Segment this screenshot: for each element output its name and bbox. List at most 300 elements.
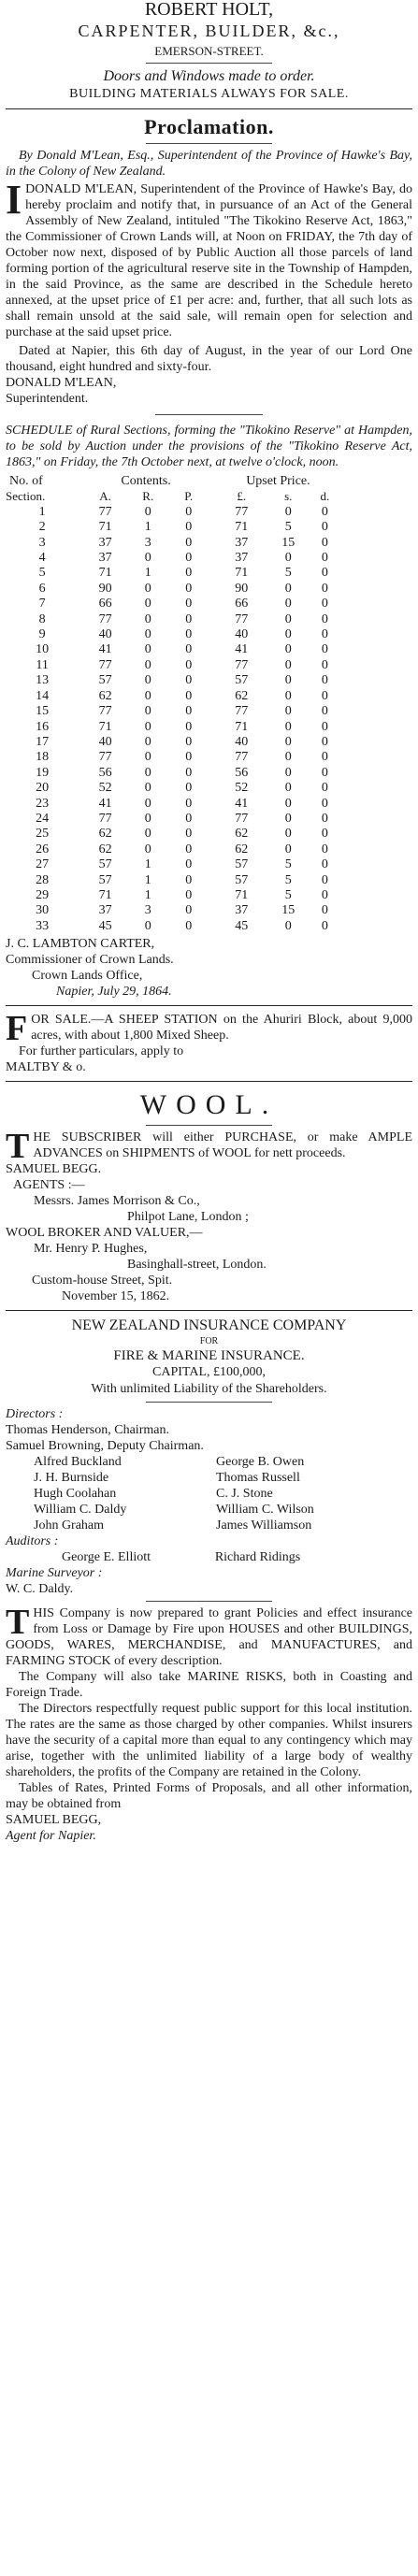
pounds: 77 bbox=[235, 657, 249, 672]
section-no: 19 bbox=[36, 765, 50, 780]
roods: 3 bbox=[144, 535, 151, 550]
section-no: 13 bbox=[36, 673, 50, 688]
holt-line2: BUILDING MATERIALS ALWAYS FOR SALE. bbox=[69, 87, 349, 101]
shillings: 0 bbox=[284, 781, 292, 796]
perches: 0 bbox=[185, 704, 193, 719]
head-a: A. bbox=[99, 489, 111, 504]
perches: 0 bbox=[185, 657, 193, 672]
roods: 1 bbox=[144, 566, 151, 581]
shillings: 0 bbox=[284, 842, 292, 856]
section-no: 20 bbox=[36, 781, 50, 796]
director-name: John Graham bbox=[34, 1518, 105, 1533]
schedule-row bbox=[6, 842, 412, 857]
perches: 0 bbox=[185, 857, 193, 872]
proclamation-byline: By Donald M'Lean, Esq., Superintendent of the Province of Hawke's Bay, in the Colony of New Zealand. bbox=[6, 149, 412, 179]
section-rule bbox=[6, 1081, 412, 1082]
pounds: 71 bbox=[235, 520, 249, 535]
shillings: 5 bbox=[284, 872, 292, 887]
insurance-para1-block bbox=[6, 1605, 412, 1669]
perches: 0 bbox=[185, 688, 193, 703]
wool-broker-label: WOOL BROKER AND VALUER,— bbox=[6, 1226, 203, 1241]
section-no: 7 bbox=[38, 597, 46, 612]
insurance-signer: SAMUEL BEGG, bbox=[6, 1813, 102, 1828]
directors-row bbox=[34, 1470, 384, 1486]
insurance-liability: With unlimited Liability of the Shareholders. bbox=[91, 1382, 327, 1397]
shillings: 0 bbox=[284, 657, 292, 672]
pounds: 37 bbox=[235, 551, 249, 566]
perches: 0 bbox=[185, 581, 193, 596]
roods: 0 bbox=[144, 673, 151, 688]
director-name: George B. Owen bbox=[216, 1455, 305, 1470]
head-r: R. bbox=[142, 489, 154, 504]
section-no: 29 bbox=[36, 887, 50, 902]
schedule-row bbox=[6, 520, 412, 535]
perches: 0 bbox=[185, 566, 193, 581]
pounds: 41 bbox=[235, 796, 249, 811]
section-no: 1 bbox=[38, 504, 46, 519]
section-no: 26 bbox=[36, 842, 50, 856]
pence: 0 bbox=[321, 750, 328, 765]
head-pence: d. bbox=[320, 489, 330, 504]
shillings: 15 bbox=[281, 535, 295, 550]
section-no: 24 bbox=[36, 811, 50, 826]
roods: 0 bbox=[144, 642, 151, 657]
pence: 0 bbox=[321, 627, 328, 642]
insurance-deputy: Samuel Browning, Deputy Chairman. bbox=[6, 1439, 204, 1454]
shillings: 5 bbox=[284, 566, 292, 581]
roods: 0 bbox=[144, 657, 151, 672]
roods: 0 bbox=[144, 918, 151, 933]
perches: 0 bbox=[185, 842, 193, 856]
insurance-kind: FIRE & MARINE INSURANCE. bbox=[113, 1348, 305, 1364]
insurance-signer-title: Agent for Napier. bbox=[6, 1829, 96, 1844]
director-name: William C. Wilson bbox=[216, 1503, 314, 1518]
schedule-row bbox=[6, 812, 412, 827]
pence: 0 bbox=[321, 781, 328, 796]
wool-signer: SAMUEL BEGG. bbox=[6, 1162, 102, 1177]
section-no: 6 bbox=[38, 581, 46, 596]
section-no: 9 bbox=[38, 627, 46, 642]
roods: 1 bbox=[144, 857, 151, 872]
perches: 0 bbox=[185, 750, 193, 765]
schedule-row bbox=[6, 781, 412, 796]
schedule-row bbox=[6, 766, 412, 781]
proclamation-text: DONALD M'LEAN, Superintendent of the Province of Hawke's Bay, do hereby proclaim and notify that, in pursuance of an Act of the General Assembly of New Zealand, intituled "The Tikokino Reserve Act, 1863," the Commissioner of Crown Lands will, at Noon on FRIDAY, the 7th day of October now next, disposed of by Public Auction all those parcels of land forming portion of the agricultural reserve site in the Township of Hampden, in the said Province, as the same are described in the Schedule hereto annexed, at the upset price of £1 per acre: and, further, that all such lots as shall remain unsold at the said sale, will remain open for selection and purchase at the said upset price. bbox=[6, 182, 412, 339]
pounds: 77 bbox=[235, 750, 249, 765]
schedule-row bbox=[6, 827, 412, 842]
acres: 41 bbox=[98, 642, 112, 657]
schedule-row bbox=[6, 857, 412, 872]
shillings: 0 bbox=[284, 750, 292, 765]
station-text-block bbox=[6, 1009, 412, 1049]
section-no: 28 bbox=[36, 872, 50, 887]
perches: 0 bbox=[185, 903, 193, 918]
schedule-row bbox=[6, 903, 412, 918]
acres: 52 bbox=[98, 781, 112, 796]
pounds: 71 bbox=[235, 887, 249, 902]
divider bbox=[146, 1125, 272, 1126]
acres: 71 bbox=[98, 719, 112, 734]
shillings: 0 bbox=[284, 796, 292, 811]
roods: 0 bbox=[144, 597, 151, 612]
schedule-row bbox=[6, 919, 412, 934]
pence: 0 bbox=[321, 827, 328, 842]
directors-row bbox=[34, 1502, 384, 1518]
section-no: 33 bbox=[36, 918, 50, 933]
section-no: 25 bbox=[36, 827, 50, 842]
schedule-table bbox=[6, 474, 412, 934]
acres: 77 bbox=[98, 750, 112, 765]
holt-line1: Doors and Windows made to order. bbox=[103, 68, 315, 84]
shillings: 0 bbox=[284, 765, 292, 780]
section-no: 4 bbox=[38, 551, 46, 566]
director-name: William C. Daldy bbox=[34, 1503, 127, 1518]
pounds: 62 bbox=[235, 827, 249, 842]
station-text: OR SALE.—A SHEEP STATION on the Ahuriri Block, about 9,000 acres, with about 1,800 Mixed Sheep. bbox=[31, 1013, 412, 1043]
shillings: 5 bbox=[284, 857, 292, 872]
acres: 71 bbox=[98, 887, 112, 902]
pounds: 41 bbox=[235, 642, 249, 657]
roods: 0 bbox=[144, 811, 151, 826]
acres: 57 bbox=[98, 872, 112, 887]
wool-customs: Custom-house Street, Spit. bbox=[32, 1274, 173, 1288]
section-no: 17 bbox=[36, 734, 50, 749]
divider bbox=[146, 1601, 272, 1602]
schedule-row bbox=[6, 597, 412, 612]
drop-cap: F bbox=[6, 1009, 28, 1049]
acres: 62 bbox=[98, 688, 112, 703]
insurance-para3: The Directors respectfully request public support for this local institution. The rates are the same as those charged by other companies. Whilst insurers have the security of a capital more than equal to any contingency which may arise, together with the unlimited liability of a large body of wealthy shareholders, the profits of the Company are retained in the Colony. bbox=[6, 1702, 412, 1780]
drop-cap: T bbox=[6, 1127, 30, 1167]
pence: 0 bbox=[321, 872, 328, 887]
section-no: 30 bbox=[36, 903, 50, 918]
roods: 1 bbox=[144, 872, 151, 887]
head-upset-price: Upset Price. bbox=[246, 474, 310, 488]
directors-row bbox=[34, 1454, 384, 1470]
shillings: 15 bbox=[281, 903, 295, 918]
schedule-row bbox=[6, 566, 412, 581]
insurance-para4: Tables of Rates, Printed Forms of Proposals, and all other information, may be obtained from bbox=[6, 1781, 412, 1812]
pounds: 71 bbox=[235, 719, 249, 734]
shillings: 0 bbox=[284, 612, 292, 626]
acres: 40 bbox=[98, 627, 112, 642]
roods: 3 bbox=[144, 903, 151, 918]
shillings: 0 bbox=[284, 719, 292, 734]
acres: 71 bbox=[98, 566, 112, 581]
newspaper-column bbox=[6, 0, 412, 1844]
acres: 37 bbox=[98, 903, 112, 918]
acres: 77 bbox=[98, 811, 112, 826]
proclamation-signer: DONALD M'LEAN, bbox=[6, 376, 117, 390]
shillings: 0 bbox=[284, 581, 292, 596]
schedule-row bbox=[6, 582, 412, 597]
roods: 0 bbox=[144, 842, 151, 856]
divider bbox=[146, 143, 272, 144]
section-no: 27 bbox=[36, 857, 50, 872]
perches: 0 bbox=[185, 887, 193, 902]
roods: 0 bbox=[144, 504, 151, 519]
pounds: 66 bbox=[235, 597, 249, 612]
head-section: Section. bbox=[6, 489, 46, 504]
schedule-rows bbox=[6, 505, 412, 934]
director-name: J. H. Burnside bbox=[34, 1471, 109, 1486]
pence: 0 bbox=[321, 535, 328, 550]
pounds: 37 bbox=[235, 903, 249, 918]
wool-advert bbox=[6, 1089, 412, 1304]
roods: 0 bbox=[144, 581, 151, 596]
pence: 0 bbox=[321, 796, 328, 811]
pounds: 45 bbox=[235, 918, 249, 933]
roods: 0 bbox=[144, 734, 151, 749]
pence: 0 bbox=[321, 903, 328, 918]
section-no: 23 bbox=[36, 796, 50, 811]
pounds: 57 bbox=[235, 872, 249, 887]
pounds: 62 bbox=[235, 688, 249, 703]
pence: 0 bbox=[321, 597, 328, 612]
roods: 0 bbox=[144, 704, 151, 719]
pence: 0 bbox=[321, 688, 328, 703]
schedule-row bbox=[6, 797, 412, 812]
perches: 0 bbox=[185, 734, 193, 749]
insurance-title: NEW ZEALAND INSURANCE COMPANY bbox=[71, 1317, 347, 1334]
holt-street: EMERSON-STREET. bbox=[154, 44, 264, 58]
roods: 0 bbox=[144, 827, 151, 842]
schedule-row bbox=[6, 720, 412, 735]
pence: 0 bbox=[321, 887, 328, 902]
director-name: C. J. Stone bbox=[216, 1487, 273, 1502]
pence: 0 bbox=[321, 918, 328, 933]
acres: 37 bbox=[98, 551, 112, 566]
proclamation-dated: Dated at Napier, this 6th day of August, in the year of our Lord One thousand, eight hundred and sixty-four. bbox=[6, 344, 412, 374]
director-name: Hugh Coolahan bbox=[34, 1487, 117, 1502]
drop-cap: T bbox=[6, 1603, 30, 1643]
schedule-head-1 bbox=[6, 474, 412, 489]
acres: 56 bbox=[98, 765, 112, 780]
pence: 0 bbox=[321, 612, 328, 626]
shillings: 5 bbox=[284, 887, 292, 902]
section-no: 18 bbox=[36, 750, 50, 765]
roods: 0 bbox=[144, 612, 151, 626]
perches: 0 bbox=[185, 597, 193, 612]
section-rule bbox=[6, 1310, 412, 1311]
acres: 77 bbox=[98, 504, 112, 519]
insurance-auditors-label: Auditors : bbox=[6, 1534, 59, 1549]
shillings: 0 bbox=[284, 918, 292, 933]
section-no: 5 bbox=[38, 566, 46, 581]
director-name: James Williamson bbox=[216, 1518, 312, 1533]
director-name: Alfred Buckland bbox=[34, 1455, 122, 1470]
schedule-signer: J. C. LAMBTON CARTER, bbox=[6, 937, 155, 952]
wool-agents-label: AGENTS :— bbox=[13, 1178, 85, 1193]
pounds: 90 bbox=[235, 581, 249, 596]
schedule-intro: SCHEDULE of Rural Sections, forming the "Tikokino Reserve" at Hampden, to be sold by Auction under the provisions of the "Tikokino Reserve Act, 1863," on Friday, the 7th October next, at twelve o'clock, noon. bbox=[6, 424, 412, 469]
schedule-row bbox=[6, 505, 412, 520]
acres: 45 bbox=[98, 918, 112, 933]
perches: 0 bbox=[185, 719, 193, 734]
perches: 0 bbox=[185, 504, 193, 519]
section-no: 16 bbox=[36, 719, 50, 734]
shillings: 0 bbox=[284, 688, 292, 703]
holt-trade: CARPENTER, BUILDER, &c., bbox=[78, 22, 340, 40]
wool-broker: Mr. Henry P. Hughes, bbox=[34, 1242, 148, 1257]
perches: 0 bbox=[185, 872, 193, 887]
pounds: 62 bbox=[235, 842, 249, 856]
perches: 0 bbox=[185, 811, 193, 826]
directors-list bbox=[6, 1454, 412, 1533]
pence: 0 bbox=[321, 811, 328, 826]
roods: 1 bbox=[144, 887, 151, 902]
schedule-row bbox=[6, 673, 412, 688]
divider bbox=[146, 63, 272, 64]
acres: 77 bbox=[98, 704, 112, 719]
proclamation-signer-title: Superintendent. bbox=[6, 392, 89, 406]
pence: 0 bbox=[321, 719, 328, 734]
wool-agent1-addr: Philpot Lane, London ; bbox=[127, 1210, 249, 1225]
schedule-row bbox=[6, 735, 412, 750]
wool-agent1: Messrs. James Morrison & Co., bbox=[34, 1194, 200, 1209]
perches: 0 bbox=[185, 535, 193, 550]
section-rule bbox=[6, 108, 412, 109]
director-name: Thomas Russell bbox=[216, 1471, 300, 1486]
perches: 0 bbox=[185, 520, 193, 535]
insurance-surveyor-label: Marine Surveyor : bbox=[6, 1566, 103, 1581]
section-no: 8 bbox=[38, 612, 46, 626]
acres: 57 bbox=[98, 673, 112, 688]
pence: 0 bbox=[321, 551, 328, 566]
head-contents: Contents. bbox=[121, 474, 171, 488]
station-agent: MALTBY & o. bbox=[6, 1060, 86, 1075]
shillings: 0 bbox=[284, 734, 292, 749]
acres: 40 bbox=[98, 734, 112, 749]
schedule-row bbox=[6, 612, 412, 627]
shillings: 0 bbox=[284, 642, 292, 657]
shillings: 5 bbox=[284, 520, 292, 535]
schedule-row bbox=[6, 536, 412, 551]
wool-title: WOOL. bbox=[139, 1089, 279, 1121]
drop-cap: I bbox=[6, 177, 22, 223]
insurance-advert bbox=[6, 1317, 412, 1844]
perches: 0 bbox=[185, 918, 193, 933]
schedule-head-2 bbox=[6, 489, 412, 504]
wool-text: HE SUBSCRIBER will either PURCHASE, or make AMPLE ADVANCES on SHIPMENTS of WOOL for nett proceeds. bbox=[33, 1130, 412, 1161]
pence: 0 bbox=[321, 842, 328, 856]
shillings: 0 bbox=[284, 597, 292, 612]
acres: 57 bbox=[98, 857, 112, 872]
directors-row bbox=[34, 1486, 384, 1502]
section-no: 14 bbox=[36, 688, 50, 703]
roods: 0 bbox=[144, 765, 151, 780]
section-rule bbox=[6, 1005, 412, 1006]
schedule-row bbox=[6, 704, 412, 719]
perches: 0 bbox=[185, 781, 193, 796]
schedule-signer-title: Commissioner of Crown Lands. bbox=[6, 953, 174, 968]
proclamation bbox=[6, 115, 412, 407]
head-p: P. bbox=[184, 489, 194, 504]
pounds: 56 bbox=[235, 765, 249, 780]
schedule-row bbox=[6, 689, 412, 704]
shillings: 0 bbox=[284, 627, 292, 642]
pounds: 40 bbox=[235, 734, 249, 749]
pounds: 77 bbox=[235, 504, 249, 519]
insurance-chairman: Thomas Henderson, Chairman. bbox=[6, 1423, 169, 1438]
perches: 0 bbox=[185, 627, 193, 642]
pounds: 77 bbox=[235, 612, 249, 626]
station-advert bbox=[6, 1009, 412, 1075]
proclamation-body bbox=[6, 177, 412, 340]
roods: 0 bbox=[144, 627, 151, 642]
pence: 0 bbox=[321, 857, 328, 872]
holt-advert bbox=[6, 0, 412, 103]
auditor: Richard Ridings bbox=[214, 1550, 301, 1565]
holt-name: ROBERT HOLT, bbox=[144, 0, 274, 20]
perches: 0 bbox=[185, 673, 193, 688]
shillings: 0 bbox=[284, 704, 292, 719]
insurance-for: FOR bbox=[199, 1336, 219, 1347]
pence: 0 bbox=[321, 642, 328, 657]
roods: 0 bbox=[144, 750, 151, 765]
schedule-office: Crown Lands Office, bbox=[32, 969, 143, 984]
auditor: George E. Elliott bbox=[62, 1550, 151, 1565]
shillings: 0 bbox=[284, 504, 292, 519]
roods: 0 bbox=[144, 551, 151, 566]
shillings: 0 bbox=[284, 551, 292, 566]
section-no: 15 bbox=[36, 704, 50, 719]
shillings: 0 bbox=[284, 673, 292, 688]
roods: 0 bbox=[144, 719, 151, 734]
pounds: 71 bbox=[235, 566, 249, 581]
pounds: 77 bbox=[235, 704, 249, 719]
acres: 66 bbox=[98, 597, 112, 612]
perches: 0 bbox=[185, 796, 193, 811]
head-shillings: s. bbox=[284, 489, 293, 504]
acres: 77 bbox=[98, 612, 112, 626]
acres: 62 bbox=[98, 827, 112, 842]
schedule-row bbox=[6, 551, 412, 566]
schedule-row bbox=[6, 750, 412, 765]
pounds: 52 bbox=[235, 781, 249, 796]
pounds: 57 bbox=[235, 857, 249, 872]
pence: 0 bbox=[321, 673, 328, 688]
roods: 1 bbox=[144, 520, 151, 535]
pence: 0 bbox=[321, 581, 328, 596]
pence: 0 bbox=[321, 734, 328, 749]
pounds: 40 bbox=[235, 627, 249, 642]
wool-text-block bbox=[6, 1127, 412, 1167]
schedule-date: Napier, July 29, 1864. bbox=[56, 985, 172, 1000]
schedule-row bbox=[6, 627, 412, 642]
shillings: 0 bbox=[284, 811, 292, 826]
insurance-directors-label: Directors : bbox=[6, 1407, 64, 1422]
roods: 0 bbox=[144, 688, 151, 703]
pence: 0 bbox=[321, 566, 328, 581]
pence: 0 bbox=[321, 765, 328, 780]
section-no: 2 bbox=[38, 520, 46, 535]
perches: 0 bbox=[185, 612, 193, 626]
acres: 62 bbox=[98, 842, 112, 856]
perches: 0 bbox=[185, 642, 193, 657]
acres: 90 bbox=[98, 581, 112, 596]
perches: 0 bbox=[185, 551, 193, 566]
section-no: 10 bbox=[36, 642, 50, 657]
pence: 0 bbox=[321, 704, 328, 719]
insurance-capital: CAPITAL, £100,000, bbox=[152, 1365, 266, 1380]
acres: 41 bbox=[98, 796, 112, 811]
insurance-para2: The Company will also take MARINE RISKS, both in Coasting and Foreign Trade. bbox=[6, 1670, 412, 1701]
auditors-row bbox=[6, 1549, 412, 1565]
pence: 0 bbox=[321, 520, 328, 535]
acres: 71 bbox=[98, 520, 112, 535]
divider bbox=[155, 414, 263, 415]
